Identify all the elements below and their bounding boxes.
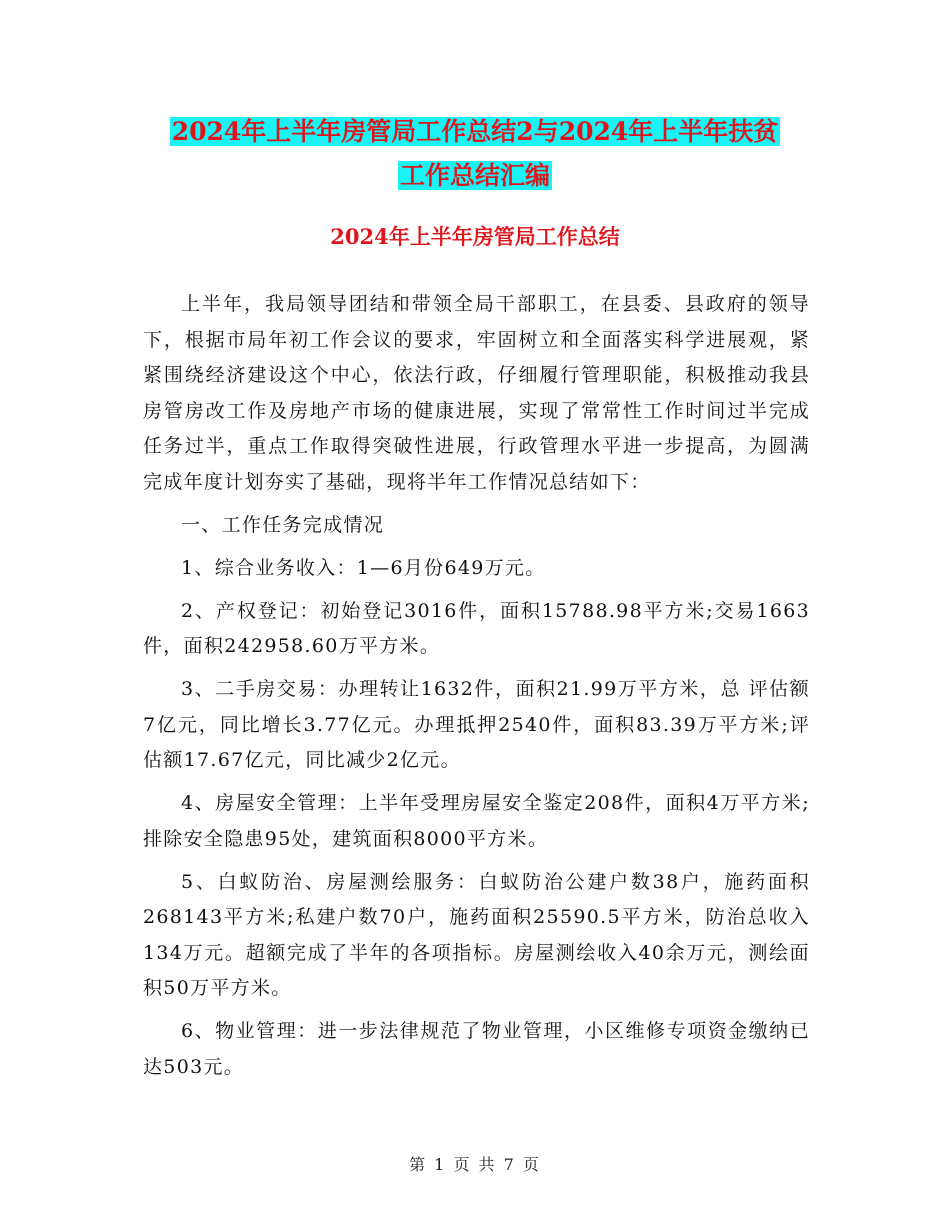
document-body xyxy=(143,287,810,1093)
title-highlight: 2024年上半年房管局工作总结2与2024年上半年扶贫 xyxy=(171,117,779,146)
paragraph-heading: 一、工作任务完成情况 xyxy=(181,513,385,536)
document-title-line-1 xyxy=(140,110,810,154)
paragraph-item-3: 3、二手房交易：办理转让1632件，面积21.99万平方米，总 评估额7亿元，同比增长3.77亿元。办理抵押2540件，面积83.39万平方米;评估额17.67亿元，同比减少2亿元。 xyxy=(143,678,810,771)
paragraph-item-6: 6、物业管理：进一步法律规范了物业管理，小区维修专项资金缴纳已达503元。 xyxy=(143,1020,810,1078)
document-title-line-2 xyxy=(140,154,810,198)
paragraph-intro: 上半年，我局领导团结和带领全局干部职工，在县委、县政府的领导下，根据市局年初工作会议的要求，牢固树立和全面落实科学进展观，紧紧围绕经济建设这个中心，依法行政，仔细履行管理职能，积极推动我县房管房改工作及房地产市场的健康进展，实现了常常性工作时间过半完成任务过半，重点工作取得突破性进展，行政管理水平进一步提高，为圆满完成年度计划夯实了基础，现将半年工作情况总结如下： xyxy=(143,293,810,493)
paragraph-item-1: 1、综合业务收入：1—6月份649万元。 xyxy=(181,556,546,579)
paragraph-item-4: 4、房屋安全管理：上半年受理房屋安全鉴定208件，面积4万平方米;排除安全隐患95处，建筑面积8000平方米。 xyxy=(143,792,810,850)
title-highlight: 工作总结汇编 xyxy=(399,161,550,190)
page-footer: 第 1 页 共 7 页 xyxy=(409,1155,541,1174)
section-title: 2024年上半年房管局工作总结 xyxy=(330,224,620,249)
paragraph-item-2: 2、产权登记：初始登记3016件，面积15788.98平方米;交易1663件，面积242958.60万平方米。 xyxy=(143,599,810,657)
paragraph-item-5: 5、白蚁防治、房屋测绘服务：白蚁防治公建户数38户，施药面积268143平方米;私建户数70户，施药面积25590.5平方米，防治总收入134万元。超额完成了半年的各项指标。房屋测绘收入40余万元，测绘面积50万平方米。 xyxy=(143,870,810,999)
